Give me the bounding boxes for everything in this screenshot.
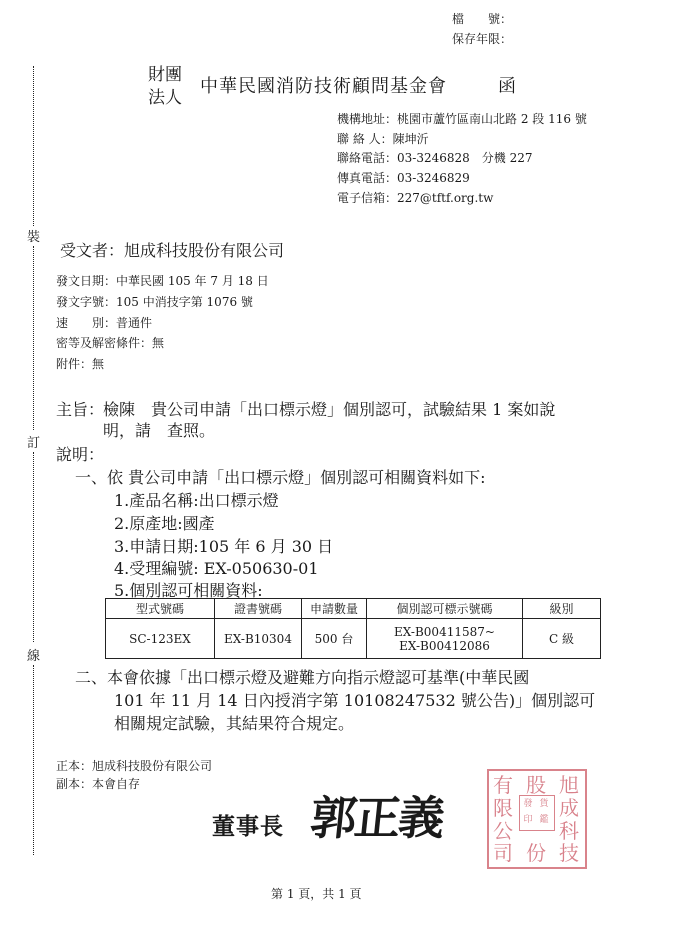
item1-acceptance-number: 4.受理編號: EX-050630-01 bbox=[114, 559, 319, 578]
inner-seal-char: 印 bbox=[523, 815, 533, 825]
confidentiality: 密等及解密條件：無 bbox=[56, 336, 165, 350]
seal-char: 科 bbox=[559, 819, 579, 843]
item1-related-data: 5.個別認可相關資料: bbox=[114, 581, 263, 600]
item1-origin: 2.原產地:國產 bbox=[114, 514, 215, 533]
recipient: 受文者：旭成科技股份有限公司 bbox=[60, 241, 285, 260]
table-header: 型式號碼 bbox=[106, 599, 215, 619]
item1-application-date: 3.申請日期:105 年 6 月 30 日 bbox=[114, 537, 334, 556]
approval-table bbox=[105, 598, 601, 659]
subject-label: 主旨： bbox=[56, 400, 105, 419]
binding-line-lower bbox=[33, 452, 34, 642]
item2-line2: 101 年 11 月 14 日內授消字第 10108247532 號公告)」個別認可 bbox=[114, 691, 596, 710]
company-seal bbox=[487, 769, 587, 869]
contact-email: 電子信箱：227@tftf.org.tw bbox=[337, 191, 494, 205]
subject-line1: 檢陳 貴公司申請「出口標示燈」個別認可，試驗結果 1 案如說 bbox=[103, 400, 556, 419]
item1-heading: 一、依 貴公司申請「出口標示燈」個別認可相關資料如下: bbox=[75, 468, 486, 487]
page-number: 第 1 頁，共 1 頁 bbox=[271, 887, 362, 901]
table-header: 申請數量 bbox=[302, 599, 367, 619]
binding-line-bottom bbox=[33, 665, 34, 855]
inner-seal-char: 鑑 bbox=[539, 815, 549, 825]
retention-period-label: 保存年限： bbox=[452, 32, 513, 46]
subject-line2: 明，請 查照。 bbox=[103, 421, 216, 440]
binding-line-middle bbox=[33, 246, 34, 430]
model-number-cell: SC-123EX bbox=[106, 619, 215, 659]
document-number: 發文字號：105 中消技字第 1076 號 bbox=[56, 295, 253, 309]
file-number-label: 檔 號： bbox=[452, 12, 513, 26]
binding-line-top bbox=[33, 66, 34, 226]
org-type-line2: 法人 bbox=[148, 88, 182, 108]
seal-char: 限 bbox=[493, 796, 513, 820]
original-recipient: 正本：旭成科技股份有限公司 bbox=[56, 759, 213, 773]
copy-recipient: 副本：本會自存 bbox=[56, 777, 141, 791]
quantity-cell: 500 台 bbox=[302, 619, 367, 659]
table-header: 證書號碼 bbox=[215, 599, 302, 619]
org-name: 中華民國消防技術顧問基金會 bbox=[200, 76, 447, 97]
mark-number-from: EX-B00411587~ bbox=[394, 624, 495, 639]
inner-seal-char: 貨 bbox=[539, 799, 549, 809]
document-type: 函 bbox=[498, 76, 516, 97]
table-row bbox=[106, 619, 601, 659]
explanation-label: 說明： bbox=[56, 445, 105, 464]
seal-char: 旭 bbox=[559, 773, 579, 797]
contact-fax: 傳真電話：03-3246829 bbox=[337, 171, 470, 185]
seal-char: 股 bbox=[526, 773, 546, 797]
mark-number-to: EX-B00412086 bbox=[399, 638, 490, 653]
urgency: 速 別：普通件 bbox=[56, 316, 153, 330]
certificate-number-cell: EX-B10304 bbox=[215, 619, 302, 659]
mark-number-cell bbox=[367, 619, 523, 659]
grade-cell: C 級 bbox=[523, 619, 601, 659]
seal-char: 公 bbox=[493, 819, 513, 843]
table-header: 級別 bbox=[523, 599, 601, 619]
table-header: 個別認可標示號碼 bbox=[367, 599, 523, 619]
seal-char: 技 bbox=[559, 841, 579, 865]
chairman-title: 董事長 bbox=[212, 813, 284, 840]
contact-phone: 聯絡電話：03-3246828 分機 227 bbox=[337, 151, 533, 165]
item1-product-name: 1.產品名稱:出口標示燈 bbox=[114, 491, 279, 510]
item2-line1: 二、本會依據「出口標示燈及避難方向指示燈認可基準(中華民國 bbox=[75, 668, 530, 687]
item2-line3: 相關規定試驗，其結果符合規定。 bbox=[114, 714, 355, 733]
attachments: 附件：無 bbox=[56, 357, 105, 371]
binding-mark-ding: 訂 bbox=[27, 436, 41, 451]
table-header-row bbox=[106, 599, 601, 619]
inner-seal-char: 發 bbox=[523, 799, 533, 809]
binding-mark-xian: 線 bbox=[27, 649, 41, 664]
chairman-signature: 郭正義 bbox=[307, 791, 446, 845]
seal-char: 成 bbox=[559, 796, 579, 820]
contact-person: 聯 絡 人：陳坤沂 bbox=[337, 132, 429, 146]
seal-char: 份 bbox=[526, 841, 546, 865]
issue-date: 發文日期：中華民國 105 年 7 月 18 日 bbox=[56, 274, 269, 288]
seal-char: 有 bbox=[493, 773, 513, 797]
contact-address: 機構地址：桃園市蘆竹區南山北路 2 段 116 號 bbox=[337, 112, 587, 126]
inner-seal bbox=[519, 795, 555, 831]
binding-mark-zhuang: 裝 bbox=[27, 230, 41, 245]
org-type-line1: 財團 bbox=[148, 65, 182, 85]
seal-char: 司 bbox=[493, 841, 513, 865]
